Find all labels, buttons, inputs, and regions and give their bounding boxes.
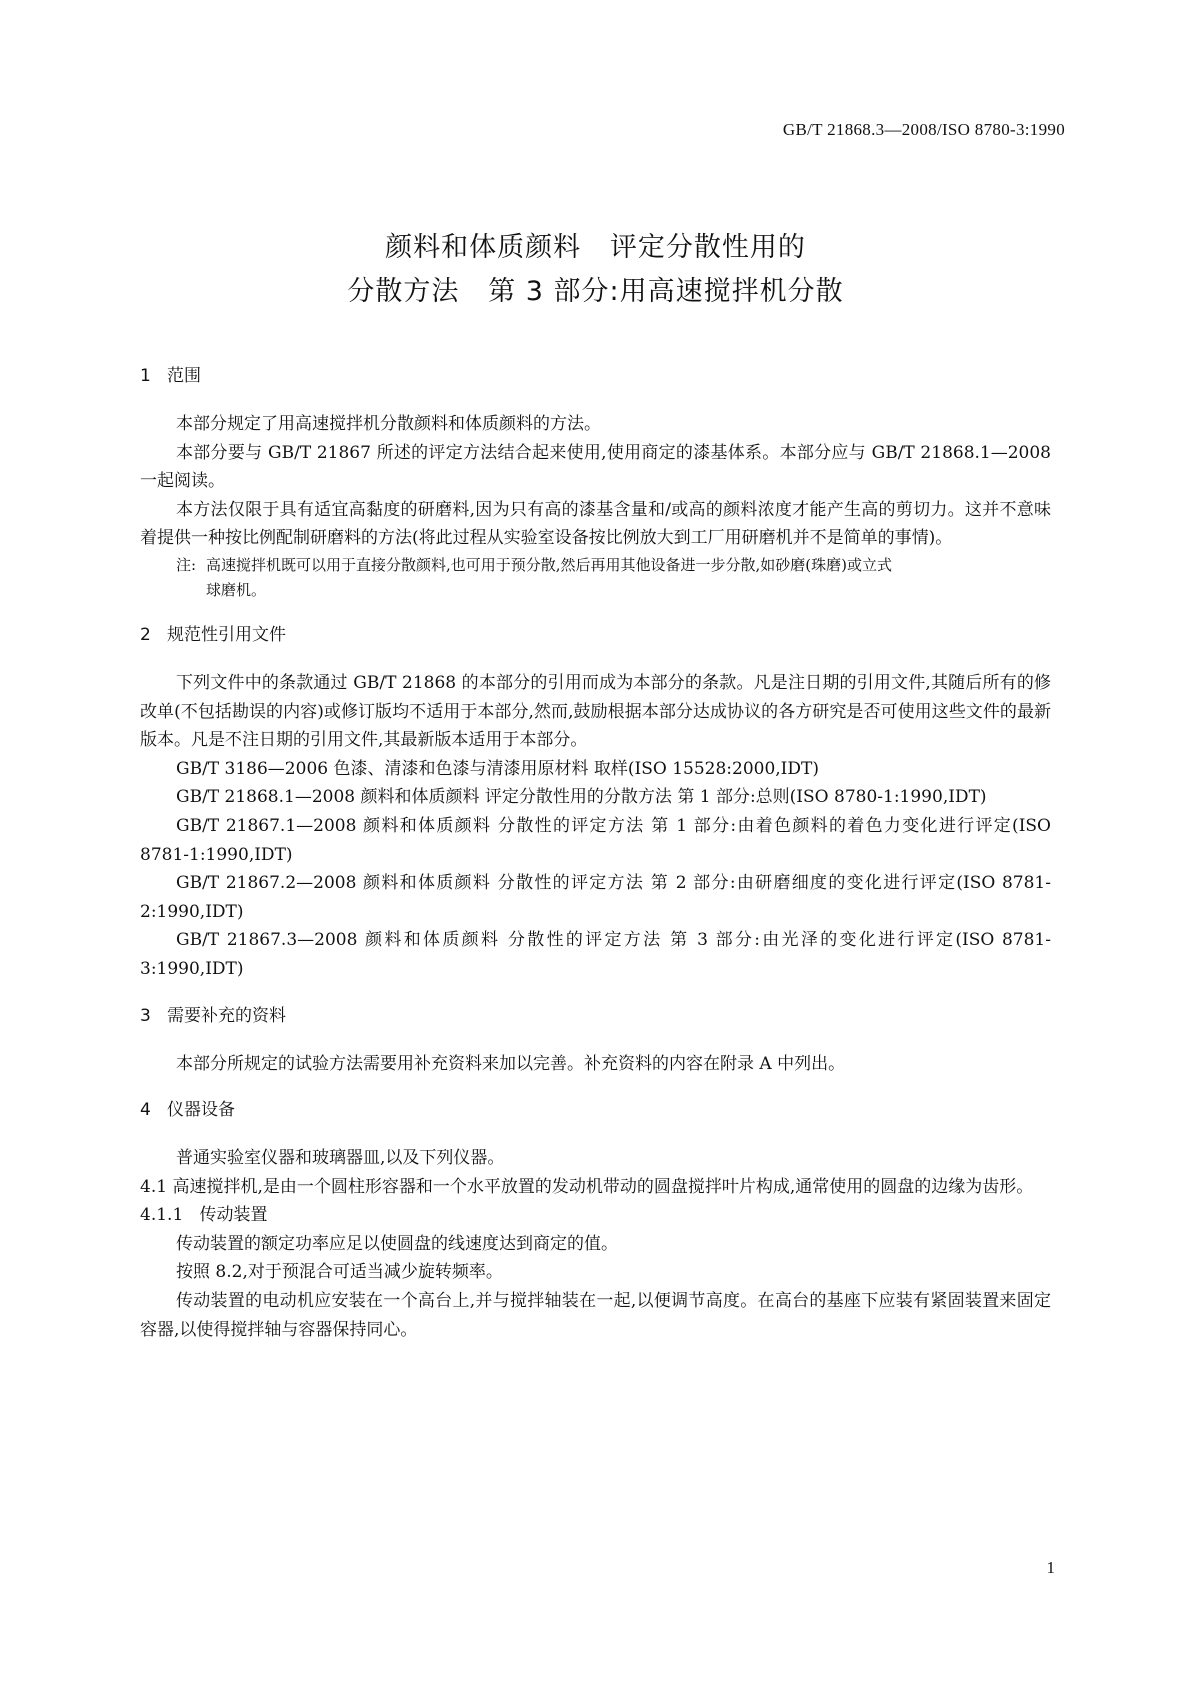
reference-4: GB/T 21867.2—2008 颜料和体质颜料 分散性的评定方法 第 2 部分:由研磨细度的变化进行评定(ISO 8781-2:1990,IDT): [140, 873, 1051, 922]
section-1-para-1: 本部分规定了用高速搅拌机分散颜料和体质颜料的方法。: [176, 414, 601, 434]
document-body: [140, 362, 1051, 1344]
section-4-heading: 4 仪器设备: [140, 1100, 236, 1121]
reference-3: GB/T 21867.1—2008 颜料和体质颜料 分散性的评定方法 第 1 部分:由着色颜料的着色力变化进行评定(ISO 8781-1:1990,IDT): [140, 815, 1051, 865]
section-3-heading: 3 需要补充的资料: [140, 1005, 287, 1026]
note-tag: 注:: [176, 555, 197, 574]
title-line-1: 颜料和体质颜料 评定分散性用的: [385, 232, 806, 263]
page-number: 1: [1046, 1558, 1055, 1577]
standard-number: GB/T 21868.3—2008/ISO 8780-3:1990: [782, 120, 1065, 139]
reference-2: GB/T 21868.1—2008 颜料和体质颜料 评定分散性用的分散方法 第 1 部分:总则(ISO 8780-1:1990,IDT): [176, 787, 987, 808]
document-title: [0, 226, 1191, 314]
note-line-1: 高速搅拌机既可以用于直接分散颜料,也可用于预分散,然后再用其他设备进一步分散,如砂磨(珠磨)或立式: [206, 555, 893, 574]
section-4-1-1-para-1: 传动装置的额定功率应足以使圆盘的线速度达到商定的值。: [176, 1233, 618, 1254]
section-3-para-1: 本部分所规定的试验方法需要用补充资料来加以完善。补充资料的内容在附录 A 中列出。: [176, 1053, 846, 1074]
section-4-1-1-para-2: 按照 8.2,对于预混合可适当减少旋转频率。: [176, 1262, 503, 1283]
reference-1: GB/T 3186—2006 色漆、清漆和色漆与清漆用原材料 取样(ISO 15528:2000,IDT): [176, 758, 820, 779]
note-line-2: 球磨机。: [206, 580, 267, 599]
section-1-para-2: 本部分要与 GB/T 21867 所述的评定方法结合起来使用,使用商定的漆基体系。本部分应与 GB/T 21868.1—2008 一起阅读。: [140, 442, 1051, 492]
section-2-para-1: 下列文件中的条款通过 GB/T 21868 的本部分的引用而成为本部分的条款。凡是注日期的引用文件,其随后所有的修改单(不包括勘误的内容)或修订版均不适用于本部分,然而,鼓励根据本部分达成协议的各方研究是否可使用这些文件的最新版本。凡是不注日期的引用文件,其最新版本适用于本部分。: [140, 672, 1051, 751]
section-1-para-3: 本方法仅限于具有适宜高黏度的研磨料,因为只有高的漆基含量和/或高的颜料浓度才能产生高的剪切力。这并不意味着提供一种按比例配制研磨料的方法(将此过程从实验室设备按比例放大到工厂用研磨机并不是简单的事情)。: [140, 499, 1051, 549]
section-4-1-1-heading: 4.1.1 传动装置: [140, 1205, 268, 1226]
section-4-1: 4.1 高速搅拌机,是由一个圆柱形容器和一个水平放置的发动机带动的圆盘搅拌叶片构成,通常使用的圆盘的边缘为齿形。: [140, 1176, 1034, 1197]
section-4-para-1: 普通实验室仪器和玻璃器皿,以及下列仪器。: [176, 1148, 505, 1169]
section-1-note: [140, 553, 1051, 603]
section-4-1-1-para-3: 传动装置的电动机应安装在一个高台上,并与搅拌轴装在一起,以便调节高度。在高台的基座下应装有紧固装置来固定容器,以使得搅拌轴与容器保持同心。: [140, 1291, 1051, 1340]
section-1-heading: 1 范围: [140, 366, 202, 386]
title-line-2: 分散方法 第 3 部分:用高速搅拌机分散: [347, 276, 844, 307]
section-2-heading: 2 规范性引用文件: [140, 624, 287, 645]
reference-5: GB/T 21867.3—2008 颜料和体质颜料 分散性的评定方法 第 3 部分:由光泽的变化进行评定(ISO 8781-3:1990,IDT): [140, 930, 1051, 979]
